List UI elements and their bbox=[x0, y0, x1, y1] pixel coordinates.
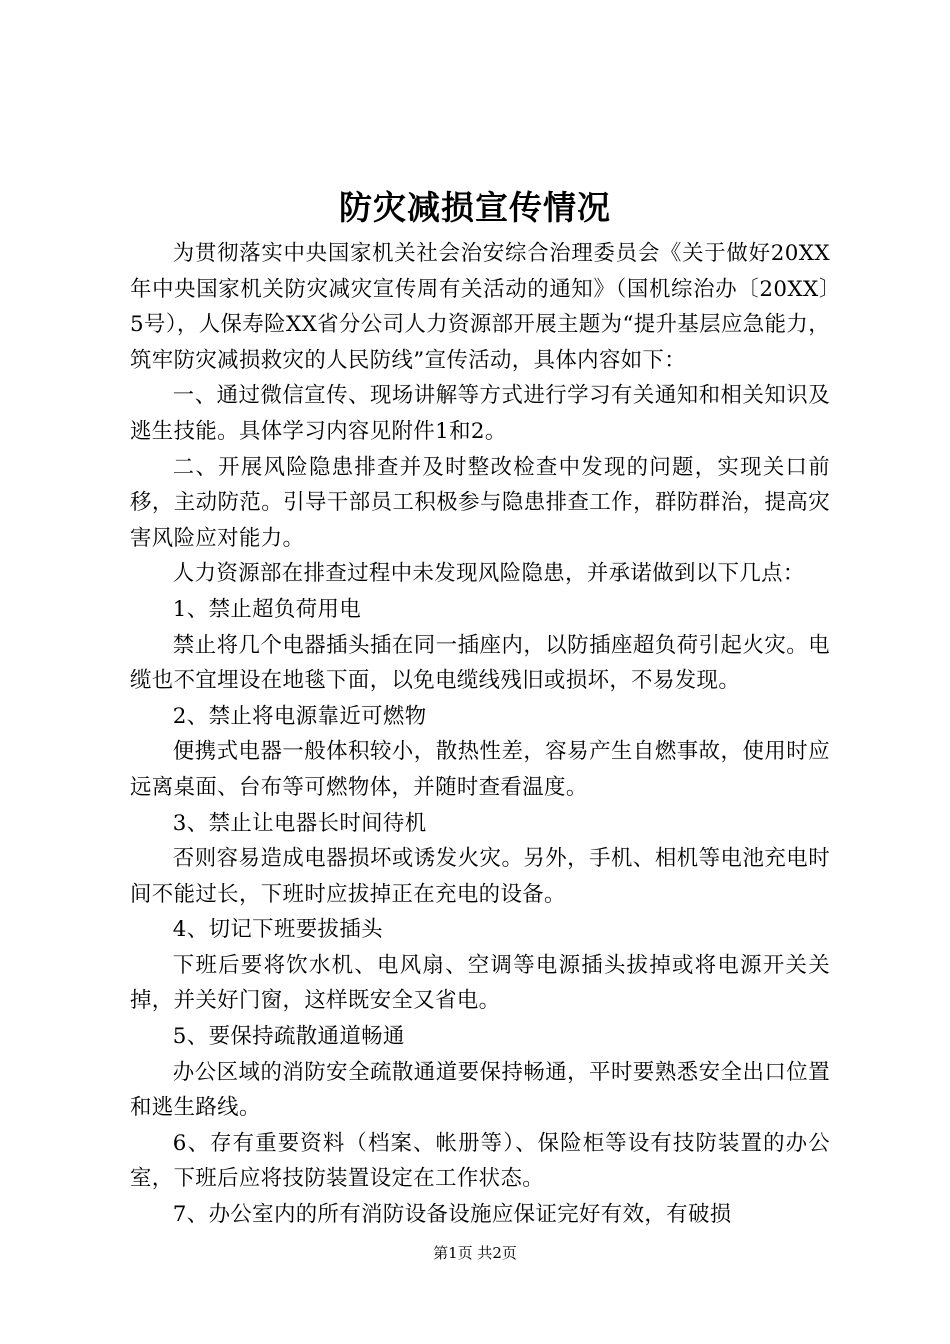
point-heading-1: 1、禁止超负荷用电 bbox=[172, 596, 362, 622]
point-6: 6、存有重要资料（档案、帐册等）、保险柜等设有技防装置的办公室，下班后应将技防装置设定在工作状态。 bbox=[130, 1130, 830, 1192]
point-heading-3: 3、禁止让电器长时间待机 bbox=[172, 810, 427, 836]
page-number: 第1页 共2页 bbox=[433, 1244, 517, 1262]
document-title: 防灾减损宣传情况 bbox=[339, 188, 611, 227]
point-text-5: 办公区域的消防安全疏散通道要保持畅通，平时要熟悉安全出口位置和逃生路线。 bbox=[130, 1059, 830, 1121]
point-heading-2: 2、禁止将电源靠近可燃物 bbox=[172, 703, 427, 729]
document-body bbox=[130, 236, 830, 1233]
point-text-1: 禁止将几个电器插头插在同一插座内，以防插座超负荷引起火灾。电缆也不宜埋设在地毯下面，以免电缆线残旧或损坏，不易发现。 bbox=[130, 632, 830, 694]
point-text-2: 便携式电器一般体积较小，散热性差，容易产生自燃事故，使用时应远离桌面、台布等可燃物体，并随时查看温度。 bbox=[130, 739, 830, 800]
point-text-4: 下班后要将饮水机、电风扇、空调等电源插头拔掉或将电源开关关掉，并关好门窗，这样既安全又省电。 bbox=[130, 952, 830, 1014]
paragraph-commitment: 人力资源部在排查过程中未发现风险隐患，并承诺做到以下几点： bbox=[172, 561, 805, 587]
point-heading-4: 4、切记下班要拔插头 bbox=[172, 917, 383, 943]
point-heading-5: 5、要保持疏散通道畅通 bbox=[172, 1024, 405, 1050]
paragraph-intro: 为贯彻落实中央国家机关社会治安综合治理委员会《关于做好20XX年中央国家机关防灾减灾宣传周有关活动的通知》（国机综治办〔20XX〕5号），人保寿险XX省分公司人力资源部开展主题为“提升基层应急能力，筑牢防灾减损救灾的人民防线”宣传活动，具体内容如下： bbox=[130, 241, 830, 373]
paragraph-item-2: 二、开展风险隐患排查并及时整改检查中发现的问题，实现关口前移，主动防范。引导干部员工积极参与隐患排查工作，群防群治，提高灾害风险应对能力。 bbox=[130, 454, 830, 551]
paragraph-item-1: 一、通过微信宣传、现场讲解等方式进行学习有关通知和相关知识及逃生技能。具体学习内容见附件1和2。 bbox=[130, 383, 830, 444]
point-text-3: 否则容易造成电器损坏或诱发火灾。另外，手机、相机等电池充电时间不能过长，下班时应拔掉正在充电的设备。 bbox=[130, 846, 830, 907]
point-7: 7、办公室内的所有消防设备设施应保证完好有效，有破损 bbox=[172, 1202, 732, 1228]
